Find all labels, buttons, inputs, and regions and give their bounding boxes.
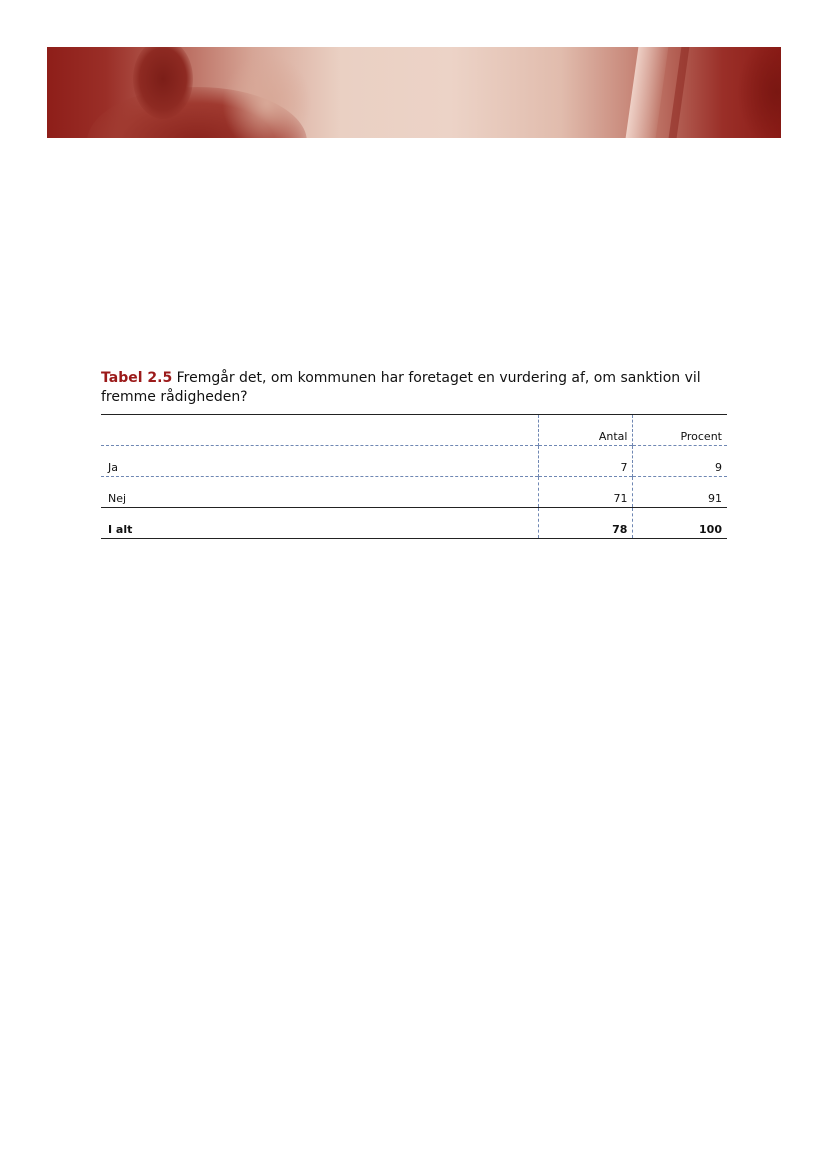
- table-total-row: [101, 508, 727, 539]
- row-label-nej: Nej: [108, 492, 127, 505]
- banner-right-shadow: [737, 47, 781, 138]
- row-label-ja: Ja: [108, 461, 118, 474]
- total-antal: 78: [539, 508, 633, 539]
- header-cell-label: [101, 415, 539, 446]
- table-caption-text: Fremgår det, om kommunen har foretaget en vurdering af, om sanktion vil fremme rådigheden?: [101, 370, 701, 405]
- table-caption: [101, 369, 741, 407]
- banner-screen-edge: [669, 47, 690, 138]
- data-table: [101, 414, 727, 539]
- header-cell-procent: Procent: [633, 415, 727, 446]
- header-cell-antal: Antal: [539, 415, 633, 446]
- row-procent-nej: 91: [633, 477, 727, 508]
- table-caption-label: Tabel 2.5: [101, 370, 173, 386]
- table-row: [101, 477, 727, 508]
- row-procent-ja: 9: [633, 446, 727, 477]
- banner-screen: [626, 47, 669, 138]
- row-antal-nej: 71: [539, 477, 633, 508]
- total-label: I alt: [108, 523, 133, 536]
- table-row: [101, 446, 727, 477]
- header-banner-image: [47, 47, 781, 138]
- total-procent: 100: [633, 508, 727, 539]
- banner-figure-face: [222, 53, 312, 138]
- table-header-row: [101, 415, 727, 446]
- row-antal-ja: 7: [539, 446, 633, 477]
